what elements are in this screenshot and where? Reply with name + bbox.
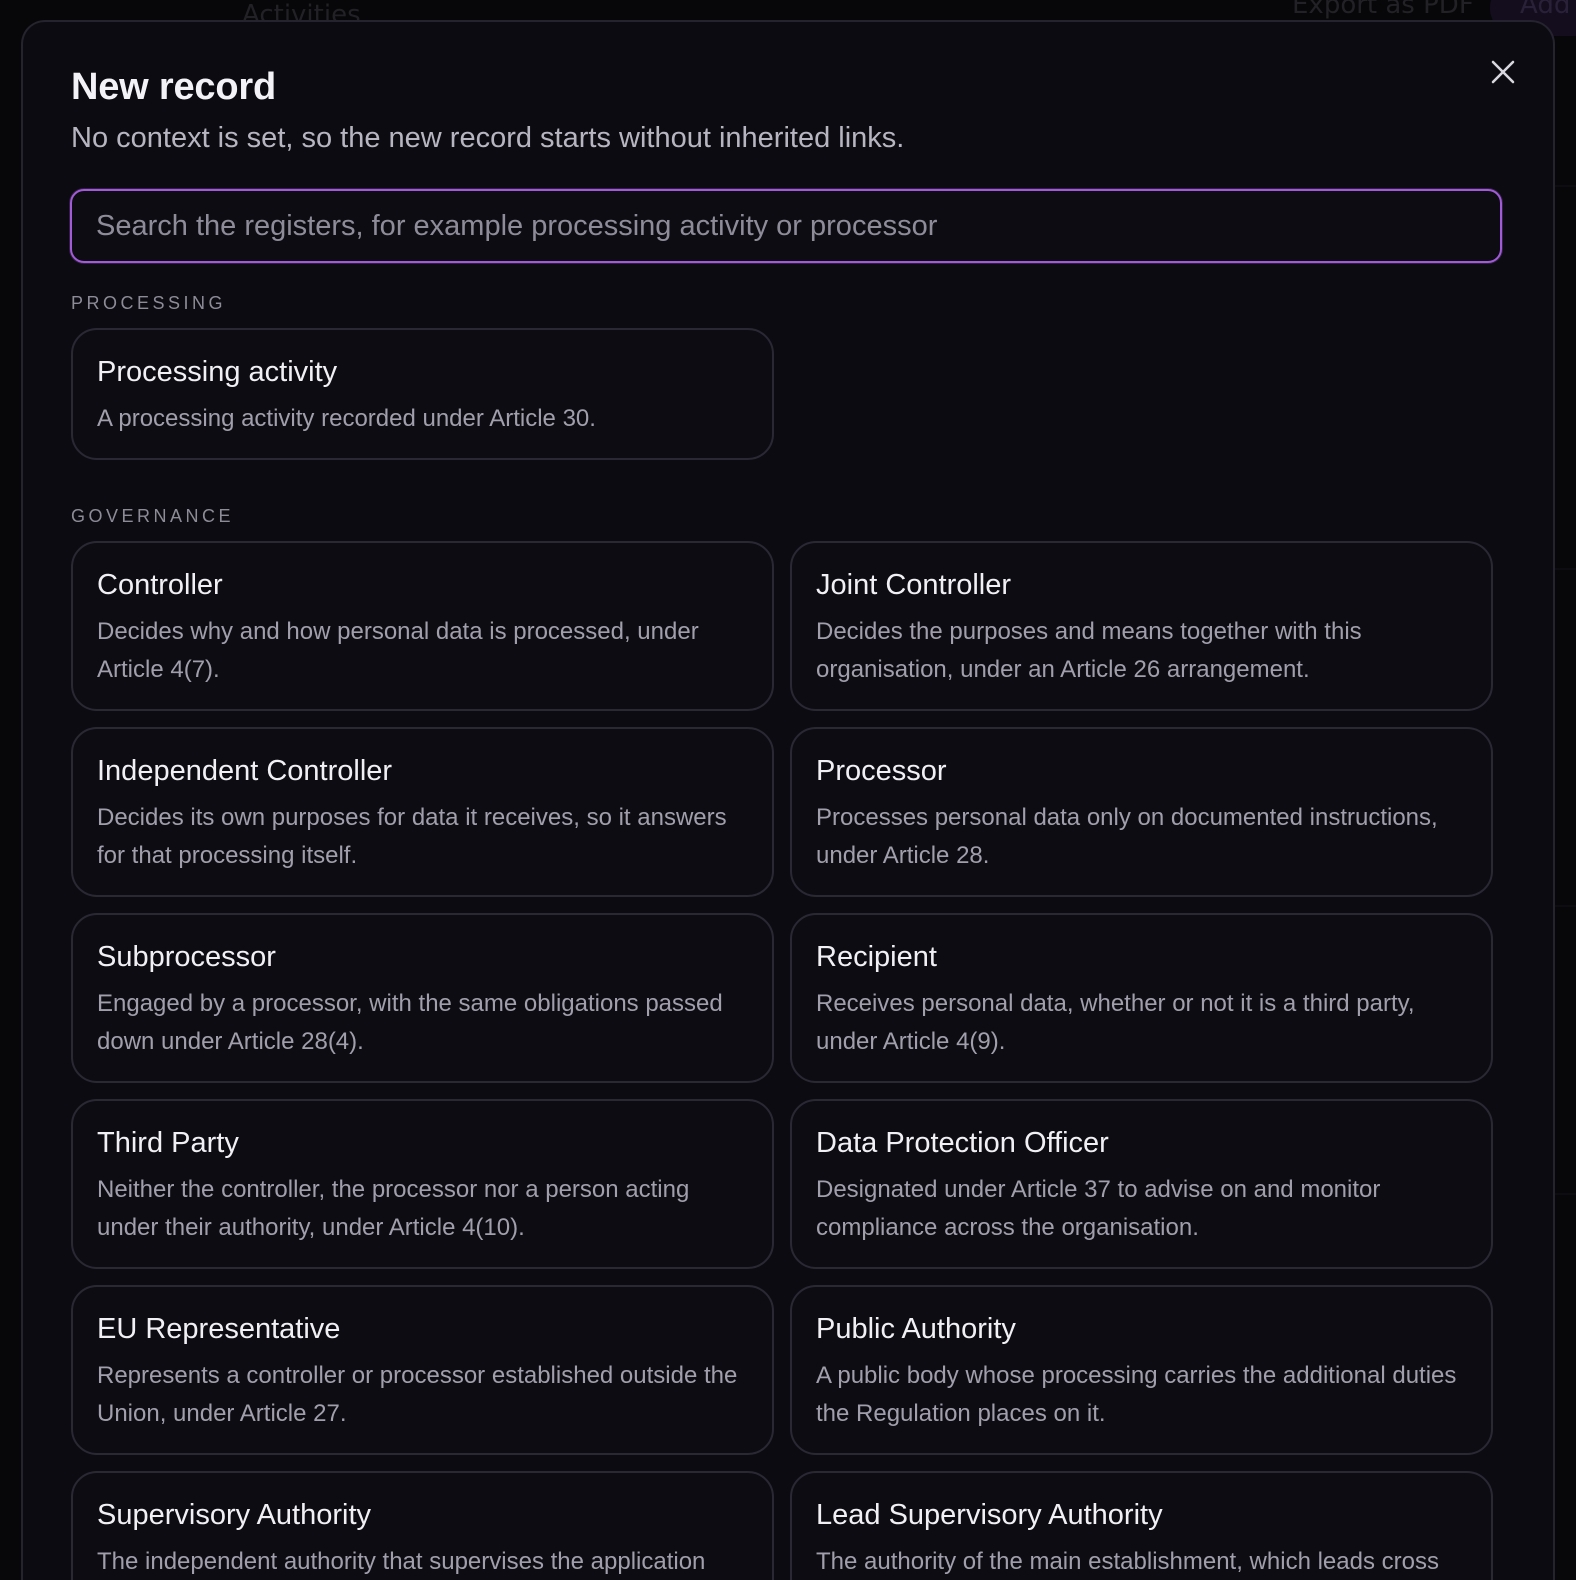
record-type-supervisory-authority[interactable] (71, 1471, 774, 1580)
card-title: Controller (97, 569, 223, 601)
card-title: Third Party (97, 1127, 239, 1159)
card-description: Engaged by a processor, with the same obligations passed down under Article 28(4). (97, 990, 723, 1055)
close-icon (1490, 59, 1516, 85)
card-description: Decides the purposes and means together with this organisation, under an Article 26 arrangement. (816, 618, 1362, 683)
record-type-independent-controller[interactable] (71, 727, 774, 897)
card-description: Neither the controller, the processor nor a person acting under their authority, under Article 4(10). (97, 1176, 690, 1241)
dialog-subtitle: No context is set, so the new record starts without inherited links. (71, 122, 905, 154)
card-title: Subprocessor (97, 941, 276, 973)
card-description: The authority of the main establishment, which leads cross (816, 1548, 1439, 1575)
record-type-joint-controller[interactable] (790, 541, 1493, 711)
section-label-governance: GOVERNANCE (71, 506, 235, 526)
card-description: Designated under Article 37 to advise on and monitor compliance across the organisation. (816, 1176, 1381, 1241)
record-type-eu-representative[interactable] (71, 1285, 774, 1455)
card-title: Processing activity (97, 356, 338, 388)
record-type-recipient[interactable] (790, 913, 1493, 1083)
record-type-processor[interactable] (790, 727, 1493, 897)
record-type-public-authority[interactable] (790, 1285, 1493, 1455)
card-title: Independent Controller (97, 755, 393, 787)
governance-grid (71, 541, 1493, 1580)
card-description: A processing activity recorded under Article 30. (97, 405, 596, 432)
card-description: The independent authority that supervises the application (97, 1548, 706, 1575)
card-description: Represents a controller or processor established outside the Union, under Article 27. (97, 1362, 738, 1427)
record-type-processing-activity[interactable] (71, 328, 774, 460)
card-description: Processes personal data only on documented instructions, under Article 28. (816, 804, 1438, 869)
card-title: Public Authority (816, 1313, 1016, 1345)
new-record-dialog (21, 20, 1555, 1580)
dialog-title: New record (71, 66, 276, 108)
close-button[interactable] (1485, 54, 1521, 90)
card-description: Decides its own purposes for data it receives, so it answers for that processing itself. (97, 804, 727, 869)
record-type-subprocessor[interactable] (71, 913, 774, 1083)
record-type-lead-supervisory-authority[interactable] (790, 1471, 1493, 1580)
card-title: Supervisory Authority (97, 1499, 372, 1531)
card-title: EU Representative (97, 1313, 341, 1345)
card-title: Data Protection Officer (816, 1127, 1109, 1159)
section-label-processing: PROCESSING (71, 293, 227, 313)
record-type-controller[interactable] (71, 541, 774, 711)
card-description: A public body whose processing carries the additional duties the Regulation places on it. (816, 1362, 1457, 1427)
card-description: Decides why and how personal data is processed, under Article 4(7). (97, 618, 699, 683)
card-title: Joint Controller (816, 569, 1012, 601)
record-type-data-protection-officer[interactable] (790, 1099, 1493, 1269)
register-search-input[interactable] (70, 189, 1502, 263)
record-type-third-party[interactable] (71, 1099, 774, 1269)
card-description: Receives personal data, whether or not it is a third party, under Article 4(9). (816, 990, 1415, 1055)
processing-grid (71, 328, 1493, 460)
card-title: Lead Supervisory Authority (816, 1499, 1163, 1531)
card-title: Processor (816, 755, 947, 787)
card-title: Recipient (816, 941, 937, 973)
